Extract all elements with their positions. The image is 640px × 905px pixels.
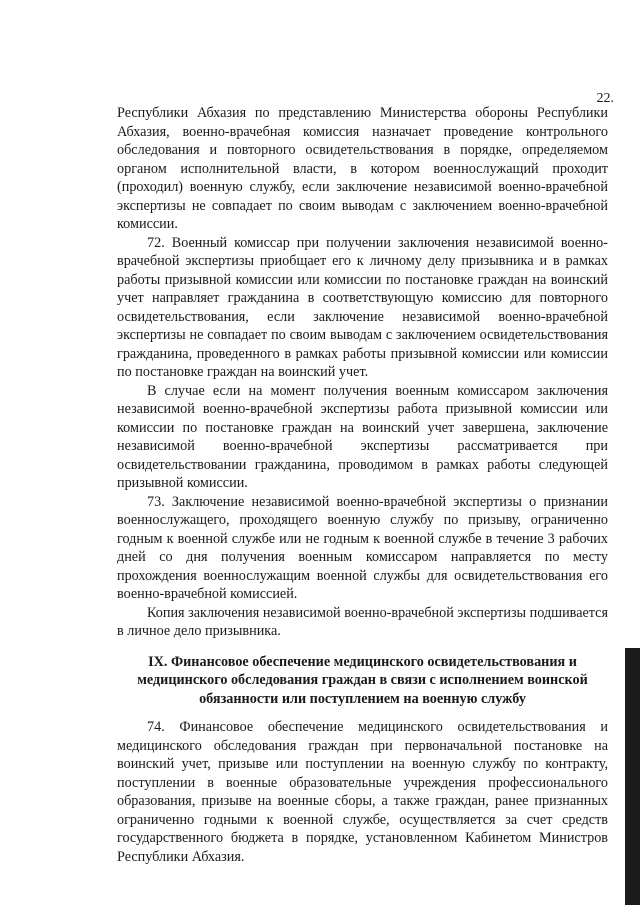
paragraph-continuation: Республики Абхазия по представлению Министерства обороны Республики Абхазия, военно-врачебная комиссия назначает проведение контрольного обследования и повторного освидетельствования в порядке, определяемом органом исполнительной власти, в котором военнослужащий проходит (проходил) военную службу, если заключение независимой военно-врачебной экспертизы не совпадает по своим выводам с заключением военно-врачебной комиссии. [117, 105, 608, 232]
page-number: 22. [596, 91, 614, 106]
document-body [117, 104, 608, 866]
paragraph-72: 72. Военный комиссар при получении заключения независимой военно-врачебной экспертизы приобщает его к личному делу призывника и в рамках работы призывной комиссии или комиссии по постановке граждан на воинский учет направляет гражданина в соответствующую комиссию для повторного освидетельствования, если заключение независимой военно-врачебной экспертизы не совпадает по своим выводам с заключением освидетельствования гражданина, проведенного в рамках работы призывной комиссии или комиссии по постановке граждан на воинский учет. [117, 234, 608, 380]
section-heading: IX. Финансовое обеспечение медицинского освидетельствования и медицинского обследования граждан в связи с исполнением воинской обязанности или поступлением на военную службу [137, 653, 588, 707]
paragraph-73: 73. Заключение независимой военно-врачебной экспертизы о признании военнослужащего, проходящего военную службу по призыву, ограниченно годным к военной службе или не годным к военной службе в течение 3 рабочих дней со дня получения военным комиссаром направляется по месту прохождения военнослужащим военной службы для освидетельствования его военно-врачебной комиссией. [117, 493, 608, 602]
paragraph-72-note: В случае если на момент получения военным комиссаром заключения независимой военно-врачебной экспертизы работа призывной комиссии или комиссии по постановке граждан на воинский учет завершена, заключение независимой военно-врачебной экспертизы рассматривается при освидетельствовании гражданина, проводимом в рамках работы следующей призывной комиссии. [117, 382, 608, 491]
scan-edge-mark [625, 648, 640, 905]
paragraph-73-copy: Копия заключения независимой военно-врачебной экспертизы подшивается в личное дело призывника. [117, 604, 608, 639]
paragraph-74: 74. Финансовое обеспечение медицинского освидетельствования и медицинского обследования граждан при первоначальной постановке на воинский учет, призыве или поступлении на военную службу по контракту, поступлении в военные образовательные учреждения профессионального образования, призыве на военные сборы, а также граждан, ранее признанных ограниченно годными к военной службе, осуществляется за счет средств государственного бюджета в порядке, установленном Кабинетом Министров Республики Абхазия. [117, 719, 608, 865]
